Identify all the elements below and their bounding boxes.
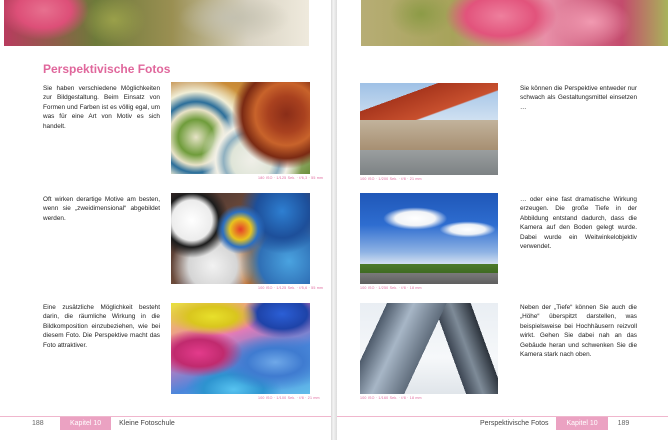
photo-colored-fabrics xyxy=(171,303,310,394)
photo-caption: 180 ISO · 1/125 Sek. · f/6,3 · 55 mm xyxy=(258,176,324,180)
photo-caption: 100 ISO · 1/125 Sek. · f/5,6 · 55 mm xyxy=(258,286,324,290)
footer-left xyxy=(0,416,331,430)
chapter-tag: Kapitel 10 xyxy=(60,417,111,430)
page-number: 188 xyxy=(32,420,44,427)
photo-caption: 100 ISO · 1/100 Sek. · f/8 · 21 mm xyxy=(258,396,320,400)
page-number: 189 xyxy=(617,420,630,427)
paragraph-1: Sie haben verschiedene Möglichkeiten zur Bildgestaltung. Beim Einsatz von Formen und Farben ist es völlig egal, um was für eine Art von Motiv es sich handelt. xyxy=(43,85,160,130)
chapter-tag: Kapitel 10 xyxy=(556,417,607,430)
section-footer-title: Perspektivische Fotos xyxy=(480,420,549,427)
paragraph-2: … oder eine fast dramatische Wirkung erzeugen. Die große Tiefe in der Abbildung entstand dadurch, dass die Kamera auf den Boden gelegt wurde. Dabei wurde ein Weitwinkelobjektiv verwendet. xyxy=(520,196,637,251)
footer-right xyxy=(337,416,668,430)
photo-village-houses xyxy=(360,83,498,175)
header-photo-blossom xyxy=(4,0,309,46)
photo-carnival-masks xyxy=(171,193,310,284)
paragraph-2: Oft wirken derartige Motive am besten, wenn sie „zweidimensional“ abgebildet werden. xyxy=(43,196,160,222)
photo-caption: 100 ISO · 1/160 Sek. · f/8 · 18 mm xyxy=(360,396,422,400)
photo-caption: 100 ISO · 1/250 Sek. · f/8 · 18 mm xyxy=(360,286,422,290)
right-page xyxy=(337,0,668,440)
chapter-title: Kleine Fotoschule xyxy=(119,420,175,427)
paragraph-3: Eine zusätzliche Möglichkeit besteht darin, die räumliche Wirkung in die Bildkomposition einzubeziehen, wie bei diesem Foto. Die Perspektive macht das Foto attraktiver. xyxy=(43,304,160,349)
section-title: Perspektivische Fotos xyxy=(43,62,171,76)
header-photo-blossom xyxy=(361,0,668,46)
paragraph-3: Neben der „Tiefe“ können Sie auch die „Höhe“ überspitzt darstellen, was beispielsweise bei Hochhäusern reizvoll wirkt. Gehen Sie dabei nah an das Gebäude heran und schwenken Sie die Kamera stark nach oben. xyxy=(520,304,637,359)
photo-highrise-building xyxy=(360,303,498,394)
paragraph-1: Sie können die Perspektive entweder nur schwach als Gestaltungsmittel einsetzen … xyxy=(520,85,637,111)
photo-country-road xyxy=(360,193,498,284)
photo-caption: 100 ISO · 1/200 Sek. · f/8 · 21 mm xyxy=(360,177,422,181)
photo-ceramic-plates xyxy=(171,82,310,174)
left-page xyxy=(0,0,331,440)
